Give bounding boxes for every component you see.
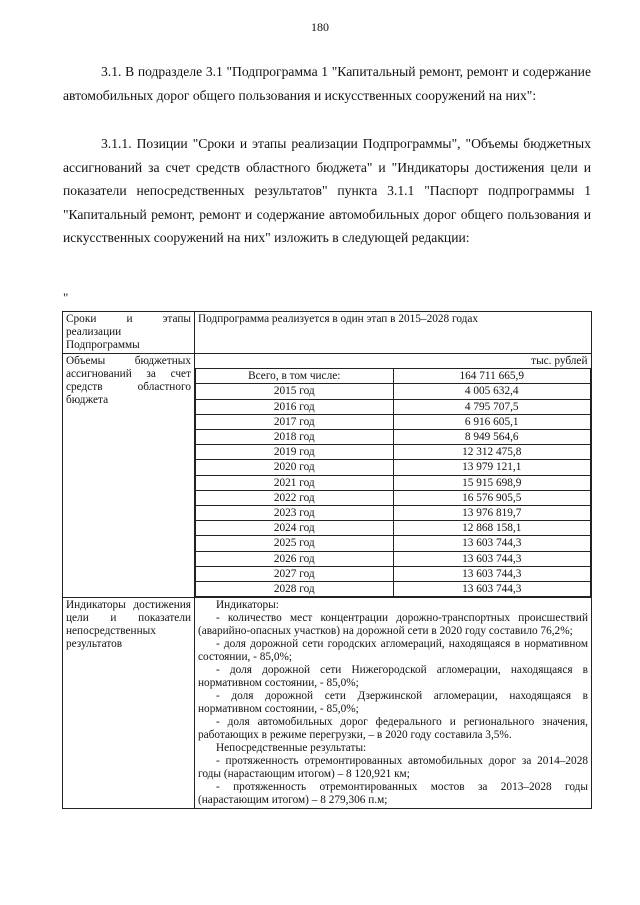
row-indicators-value xyxy=(195,598,592,809)
row-terms-label: Сроки и этапы реализации Подпрограммы xyxy=(63,312,195,354)
budget-rows xyxy=(196,369,591,597)
budget-row-value: 6 916 605,1 xyxy=(393,414,591,429)
budget-row-label: 2022 год xyxy=(196,490,394,505)
budget-row xyxy=(196,460,591,475)
budget-row-value: 13 603 744,3 xyxy=(393,551,591,566)
budget-row-value: 8 949 564,6 xyxy=(393,430,591,445)
budget-row-value: 164 711 665,9 xyxy=(393,369,591,384)
budget-row-value: 16 576 905,5 xyxy=(393,490,591,505)
budget-row xyxy=(196,566,591,581)
budget-row xyxy=(196,430,591,445)
budget-row xyxy=(196,414,591,429)
budget-row-label: 2026 год xyxy=(196,551,394,566)
paragraph-1-text: 3.1. В подразделе 3.1 "Подпрограмма 1 "Капитальный ремонт, ремонт и содержание автомобильных дорог общего пользования и искусственных сооружений на них": xyxy=(63,64,591,103)
budget-unit: тыс. рублей xyxy=(196,354,591,369)
row-budget-value xyxy=(195,354,592,598)
budget-row-label: 2021 год xyxy=(196,475,394,490)
results-title: Непосредственные результаты: xyxy=(216,742,367,755)
budget-row xyxy=(196,475,591,490)
indicators-list xyxy=(198,612,588,742)
paragraph-section-3-1-1 xyxy=(63,132,591,250)
budget-row-label: 2025 год xyxy=(196,536,394,551)
row-indicators xyxy=(63,598,592,809)
budget-row-label: Всего, в том числе: xyxy=(196,369,394,384)
indicator-item: - доля дорожной сети городских агломераций, находящаяся в нормативном состоянии, - 85,0%; xyxy=(198,638,588,664)
budget-row-value: 4 005 632,4 xyxy=(393,384,591,399)
budget-row xyxy=(196,399,591,414)
budget-table xyxy=(195,354,591,597)
budget-row-value: 12 868 158,1 xyxy=(393,521,591,536)
paragraph-2-text: 3.1.1. Позиции "Сроки и этапы реализации Подпрограммы", "Объемы бюджетных ассигнований за счет средств областного бюджета" и "Индикаторы достижения цели и показатели непосредственных результатов" пункта 3.1.1 "Паспорт подпрограммы 1 "Капитальный ремонт, ремонт и содержание автомобильных дорог общего пользования и искусственных сооружений на них" изложить в следующей редакции: xyxy=(63,136,591,245)
budget-row-value: 13 603 744,3 xyxy=(393,536,591,551)
page-number: 180 xyxy=(311,20,329,34)
budget-row-value: 12 312 475,8 xyxy=(393,445,591,460)
budget-row-label: 2017 год xyxy=(196,414,394,429)
budget-row-label: 2028 год xyxy=(196,582,394,597)
budget-row-label: 2016 год xyxy=(196,399,394,414)
opening-quote-mark: " xyxy=(63,290,69,305)
budget-row-value: 13 979 121,1 xyxy=(393,460,591,475)
budget-row-value: 15 915 698,9 xyxy=(393,475,591,490)
budget-row-label: 2027 год xyxy=(196,566,394,581)
budget-row-value: 13 603 744,3 xyxy=(393,566,591,581)
indicator-item: - доля дорожной сети Дзержинской агломерации, находящаяся в нормативном состоянии, - 85,0%; xyxy=(198,690,588,716)
budget-row xyxy=(196,582,591,597)
budget-row xyxy=(196,536,591,551)
budget-row-label: 2015 год xyxy=(196,384,394,399)
row-budget xyxy=(63,354,592,598)
results-list xyxy=(198,755,588,807)
budget-row-value: 13 976 819,7 xyxy=(393,506,591,521)
budget-row xyxy=(196,384,591,399)
budget-row-value: 13 603 744,3 xyxy=(393,582,591,597)
budget-row-label: 2023 год xyxy=(196,506,394,521)
passport-table xyxy=(62,311,592,809)
paragraph-section-3-1 xyxy=(63,60,591,107)
budget-row-label: 2020 год xyxy=(196,460,394,475)
indicator-item: - доля автомобильных дорог федерального и регионального значения, работающих в режиме перегрузки, – в 2020 году составила 3,5%. xyxy=(198,716,588,742)
result-item: - протяженность отремонтированных мостов за 2013–2028 годы (нарастающим итогом) – 8 279,306 п.м; xyxy=(198,781,588,807)
budget-row-label: 2019 год xyxy=(196,445,394,460)
result-item: - протяженность отремонтированных автомобильных дорог за 2014–2028 годы (нарастающим итогом) – 8 120,921 км; xyxy=(198,755,588,781)
budget-row xyxy=(196,490,591,505)
budget-row xyxy=(196,521,591,536)
row-indicators-label: Индикаторы достижения цели и показатели непосредственных результатов xyxy=(63,598,195,809)
budget-row xyxy=(196,506,591,521)
row-terms xyxy=(63,312,592,354)
budget-row-label: 2024 год xyxy=(196,521,394,536)
indicator-item: - количество мест концентрации дорожно-транспортных происшествий (аварийно-опасных участков) на дорожной сети в 2020 году составило 76,2%; xyxy=(198,612,588,638)
budget-row-value: 4 795 707,5 xyxy=(393,399,591,414)
budget-row xyxy=(196,445,591,460)
indicators-title: Индикаторы: xyxy=(216,599,279,612)
row-terms-value: Подпрограмма реализуется в один этап в 2015–2028 годах xyxy=(195,312,592,354)
budget-row xyxy=(196,551,591,566)
row-budget-label: Объемы бюджетных ассигнований за счет средств областного бюджета xyxy=(63,354,195,598)
budget-row xyxy=(196,369,591,384)
indicator-item: - доля дорожной сети Нижегородской агломерации, находящаяся в нормативном состоянии, - 85,0%; xyxy=(198,664,588,690)
budget-row-label: 2018 год xyxy=(196,430,394,445)
